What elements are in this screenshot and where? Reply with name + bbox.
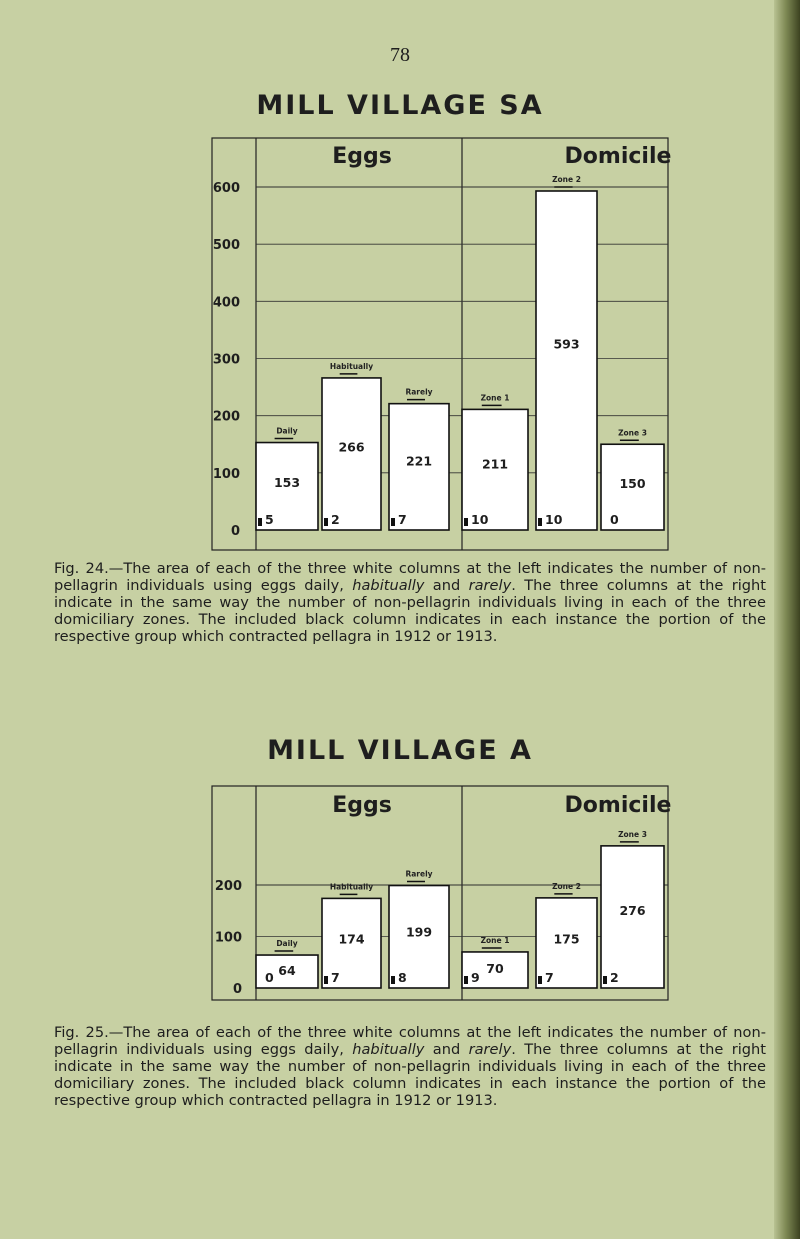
figure-1-title: MILL VILLAGE SA [256,90,544,121]
y-tick-label: 100 [212,466,240,482]
figure-2-title: MILL VILLAGE A [267,735,533,766]
y-tick-label: 0 [232,982,242,997]
black-value-label: 7 [398,512,407,527]
y-tick-label: 600 [212,181,240,196]
category-label: Habitually [329,882,374,892]
value-label: 276 [619,902,646,918]
black-value-label: 8 [398,970,407,985]
caption-1-mid: and [424,577,469,594]
value-label: 211 [481,456,509,472]
black-value-label: 10 [545,512,563,527]
value-label: 221 [405,453,433,469]
black-value-label: 2 [610,970,619,985]
value-label: 153 [273,474,301,490]
category-label: Zone 3 [618,428,647,438]
category-label: Zone 3 [618,829,647,839]
caption-2-pre: Fig. 25.—The area of each of the three white columns at the left indicates the number of non-pellagrin individuals using eggs daily, [54,1024,766,1058]
y-tick-label: 200 [212,409,240,425]
category-label: Zone 1 [480,393,510,403]
category-label: Daily [276,426,298,436]
value-label: 266 [338,439,365,455]
caption-2-em-habitually: habitually [352,1041,425,1058]
value-label: 199 [405,924,433,940]
category-label: Rarely [405,387,433,397]
category-label: Habitually [329,361,374,371]
black-value-label: 0 [610,512,619,527]
value-label: 174 [338,931,365,947]
category-label: Zone 1 [480,935,510,945]
caption-1-em-rarely: rarely [468,577,512,594]
category-label: Zone 2 [552,881,581,891]
figure-2-caption [54,1024,766,1109]
black-value-label: 7 [545,970,554,985]
panel-title: Eggs [332,144,392,169]
black-bar [391,976,395,984]
y-tick-label: 200 [214,879,242,894]
caption-2-em-rarely: rarely [468,1041,512,1058]
panel-title: Eggs [332,793,392,818]
black-value-label: 2 [331,512,340,527]
panel-title: Domicile [564,144,672,169]
black-value-label: 7 [331,970,340,985]
panel-title: Domicile [564,793,672,818]
category-label: Zone 2 [552,175,581,185]
black-bar [464,976,468,984]
value-label: 593 [553,336,580,352]
black-bar [603,976,607,984]
caption-1-post: . The three columns at the right indicate in the same way the number of non-pellagrin individuals living in each of the three domiciliary zones. The included black column indicates in each instance the portion of the respective group which contracted pellagra in 1912 or 1913. [54,577,767,645]
value-label: 64 [278,962,296,978]
value-label: 175 [553,931,580,947]
category-label: Daily [276,939,298,949]
y-tick-label: 400 [212,295,240,311]
caption-1-em-habitually: habitually [352,577,425,594]
black-value-label: 10 [471,512,489,527]
y-tick-label: 0 [230,524,240,539]
caption-2-mid: and [424,1041,469,1058]
black-bar [324,976,328,984]
category-label: Rarely [405,869,433,879]
caption-1-pre: Fig. 24.—The area of each of the three white columns at the left indicates the number of non-pellagrin individuals using eggs daily, [54,560,766,594]
value-label: 150 [619,475,646,491]
caption-2-post: . The three columns at the right indicate in the same way the number of non-pellagrin individuals living in each of the three domiciliary zones. The included black column indicates in each instance the portion of the respective group which contracted pellagra in 1912 or 1913. [54,1041,767,1109]
value-label: 70 [486,961,504,977]
black-value-label: 5 [265,512,274,527]
page-number: 78 [390,44,410,66]
y-tick-label: 100 [214,930,242,946]
black-value-label: 9 [471,970,480,985]
y-tick-label: 500 [212,238,240,254]
y-tick-label: 300 [212,352,240,368]
black-value-label: 0 [265,970,274,985]
black-bar [538,976,542,984]
